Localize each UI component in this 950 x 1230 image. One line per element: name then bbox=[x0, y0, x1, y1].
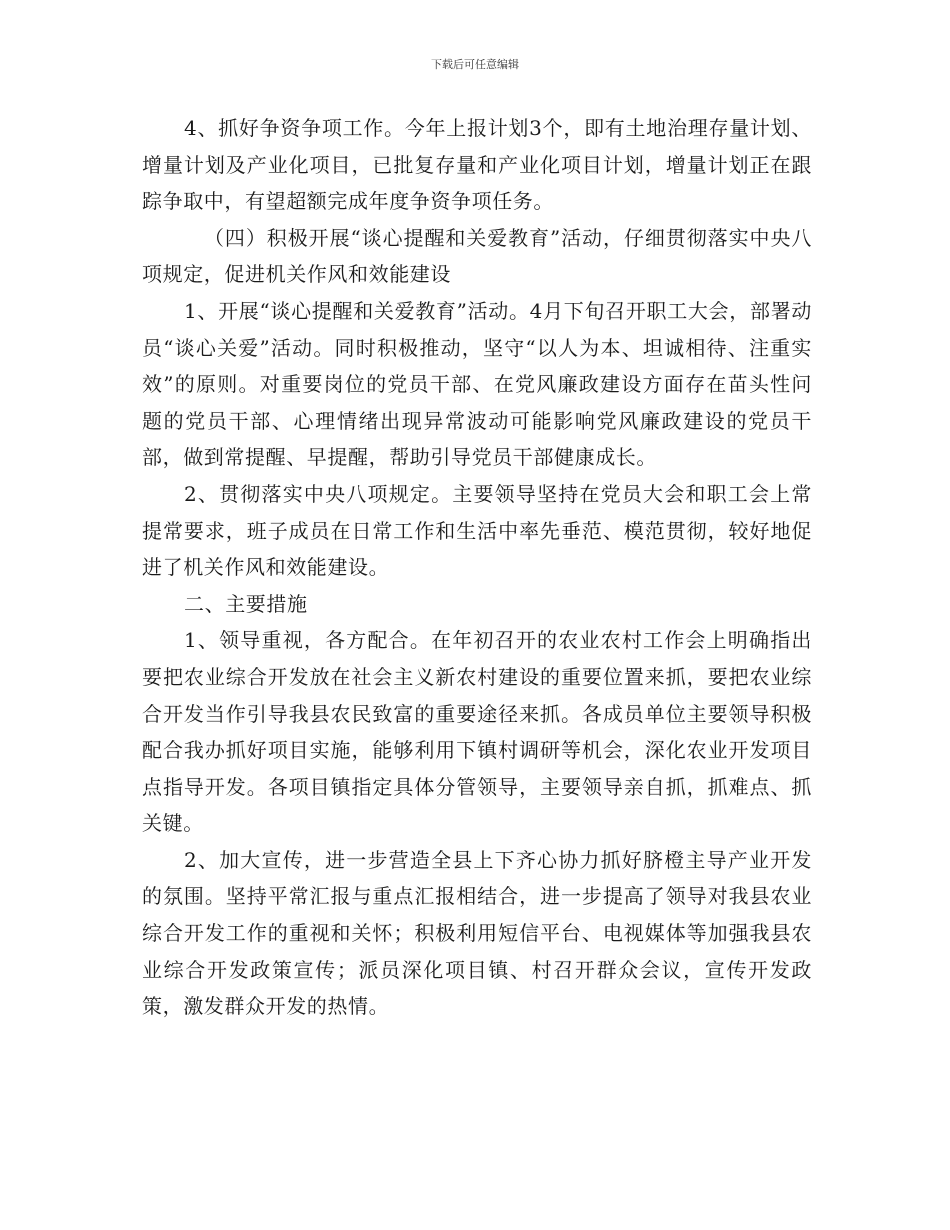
paragraph-task-funding: 4、抓好争资争项工作。今年上报计划3个，即有土地治理存量计划、增量计划及产业化项目，已批复存量和产业化项目计划，增量计划正在跟踪争取中，有望超额完成年度争资争项任务。 bbox=[142, 116, 812, 214]
document-body bbox=[142, 110, 812, 1025]
page-header: 下载后可任意编辑 bbox=[431, 58, 519, 71]
section-heading-main-measures: 二、主要措施 bbox=[184, 591, 308, 616]
paragraph-leadership: 1、领导重视，各方配合。在年初召开的农业农村工作会上明确指出要把农业综合开发放在社会主义新农村建设的重要位置来抓，要把农业综合开发当作引导我县农民致富的重要途径来抓。各成员单位主要领导积极配合我办抓好项目实施，能够利用下镇村调研等机会，深化农业开发项目点指导开发。各项目镇指定具体分管领导，主要领导亲自抓，抓难点、抓关键。 bbox=[142, 628, 812, 836]
paragraph-talk-care-activity: 1、开展“谈心提醒和关爱教育”活动。4月下旬召开职工大会，部署动员“谈心关爱”活动。同时积极推动，坚守“以人为本、坦诚相待、注重实效”的原则。对重要岗位的党员干部、在党风廉政建设方面存在苗头性问题的党员干部、心理情绪出现异常波动可能影响党风廉政建设的党员干部，做到常提醒、早提醒，帮助引导党员干部健康成长。 bbox=[142, 298, 812, 470]
paragraph-eight-rules: 2、贯彻落实中央八项规定。主要领导坚持在党员大会和职工会上常提常要求，班子成员在日常工作和生活中率先垂范、模范贯彻，较好地促进了机关作风和效能建设。 bbox=[142, 481, 812, 580]
paragraph-publicity: 2、加大宣传，进一步营造全县上下齐心协力抓好脐橙主导产业开发的氛围。坚持平常汇报与重点汇报相结合，进一步提高了领导对我县农业综合开发工作的重视和关怀；积极利用短信平台、电视媒体等加强我县农业综合开发政策宣传；派员深化项目镇、村召开群众会议，宣传开发政策，激发群众开发的热情。 bbox=[142, 847, 812, 1019]
section-heading-talk-care: （四）积极开展“谈心提醒和关爱教育”活动，仔细贯彻落实中央八项规定，促进机关作风和效能建设 bbox=[142, 225, 812, 287]
